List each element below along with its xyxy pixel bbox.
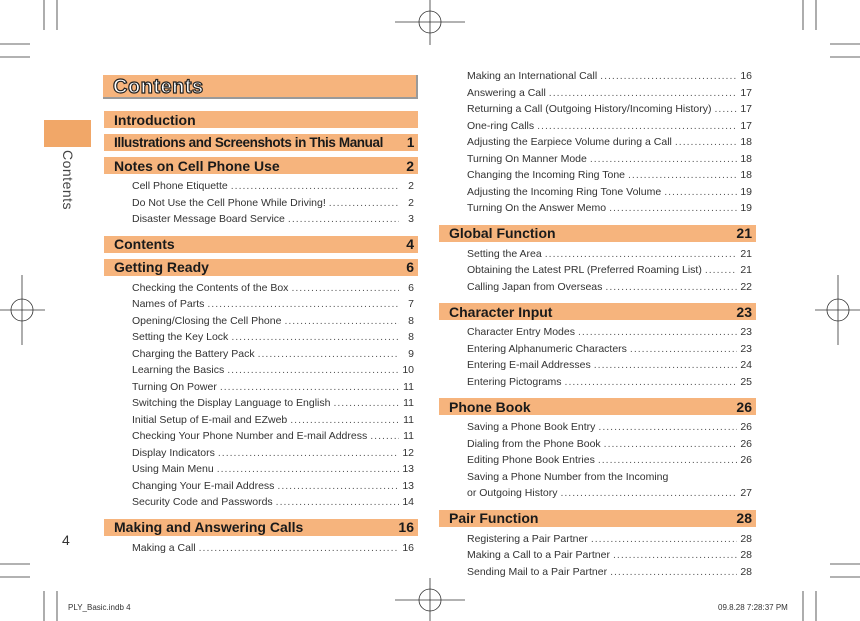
leader-dots <box>217 463 399 475</box>
leader-dots <box>628 169 737 181</box>
toc-entry-text: Learning the Basics <box>132 364 225 376</box>
toc-entry-text: Turning On Manner Mode <box>467 152 587 165</box>
toc-entry-page: 26 <box>740 437 752 450</box>
toc-entry-page: 22 <box>740 280 752 293</box>
toc-entry-page: 21 <box>740 247 752 260</box>
toc-entry-page: 23 <box>740 342 752 355</box>
toc-entry-text: Names of Parts <box>132 298 205 310</box>
toc-entry[interactable] <box>132 364 414 381</box>
toc-entry-text: Entering Alphanumeric Characters <box>467 342 627 355</box>
toc-entry-text: One-ring Calls <box>467 119 535 132</box>
section-title: Character Input <box>449 303 553 320</box>
right-lead-entries <box>439 70 756 219</box>
section-title: Notes on Cell Phone Use <box>114 157 280 174</box>
leader-dots <box>715 103 737 115</box>
left-column <box>104 111 418 564</box>
toc-entry-page: 7 <box>408 298 414 310</box>
toc-entry[interactable] <box>132 180 414 197</box>
section-page: 21 <box>736 225 752 241</box>
leader-dots <box>220 381 399 393</box>
toc-entry[interactable] <box>467 103 752 120</box>
toc-entry-text: Opening/Closing the Cell Phone <box>132 314 282 327</box>
toc-entry-page: 17 <box>740 119 752 132</box>
toc-entry-text: Setting the Key Lock <box>132 331 229 343</box>
toc-entry[interactable] <box>467 471 752 488</box>
toc-entry-page: 14 <box>402 496 414 508</box>
section-page: 23 <box>736 303 752 320</box>
toc-entry[interactable] <box>467 487 752 504</box>
leader-dots <box>590 153 737 165</box>
section-header[interactable] <box>104 236 418 253</box>
toc-entry[interactable] <box>467 359 752 376</box>
toc-entry-text: Disaster Message Board Service <box>132 213 285 225</box>
toc-entry-page: 28 <box>740 565 752 578</box>
leader-dots <box>609 202 737 214</box>
leader-dots <box>598 454 737 466</box>
section-title: Getting Ready <box>114 259 209 275</box>
toc-entry-page: 17 <box>740 86 752 99</box>
toc-entry-page: 12 <box>402 446 414 459</box>
toc-entry-page: 18 <box>740 136 752 148</box>
toc-entry-page: 9 <box>408 347 414 360</box>
toc-entry-page: 3 <box>408 213 414 225</box>
right-sections <box>439 225 756 583</box>
toc-entry-text: Saving a Phone Number from the Incoming <box>467 470 669 483</box>
toc-entry-page: 6 <box>408 281 414 294</box>
section-entries <box>439 326 756 392</box>
leader-dots <box>207 298 399 310</box>
section-entries <box>439 248 756 298</box>
toc-entry[interactable] <box>132 480 414 497</box>
toc-entry-text: Turning On Power <box>132 380 217 393</box>
section-header[interactable] <box>439 303 756 320</box>
footer-timestamp: 09.8.28 7:28:37 PM <box>718 603 788 612</box>
toc-entry-page: 11 <box>403 380 414 393</box>
toc-entry[interactable] <box>132 397 414 414</box>
toc-entry-text: Display Indicators <box>132 446 215 459</box>
toc-entry-text: Obtaining the Latest PRL (Preferred Roaming List) <box>467 264 702 276</box>
side-label: Contents <box>60 150 76 211</box>
toc-entry-text: Charging the Battery Pack <box>132 347 255 360</box>
section-page: 1 <box>406 135 414 150</box>
leader-dots <box>258 348 399 360</box>
section-title: Introduction <box>114 111 196 128</box>
toc-entry-page: 2 <box>408 196 414 209</box>
toc-entry-page: 11 <box>403 430 414 442</box>
toc-entry-text: Cell Phone Etiquette <box>132 180 228 192</box>
toc-entry-page: 19 <box>740 185 752 198</box>
page-title: Contents <box>113 76 204 98</box>
section-title: Illustrations and Screenshots in This Manual <box>114 135 383 150</box>
section-header[interactable] <box>104 259 418 276</box>
right-column <box>439 70 756 588</box>
toc-entry[interactable] <box>132 430 414 447</box>
leader-dots <box>231 180 399 192</box>
section-header[interactable] <box>104 157 418 174</box>
toc-entry-page: 16 <box>402 541 414 554</box>
section-title: Making and Answering Calls <box>114 519 304 535</box>
toc-entry-page: 10 <box>402 364 414 376</box>
toc-entry-text: Making a Call to a Pair Partner <box>467 549 610 561</box>
toc-entry[interactable] <box>132 298 414 315</box>
toc-entry[interactable] <box>132 414 414 431</box>
section-page: 2 <box>406 157 414 174</box>
toc-entry[interactable] <box>467 326 752 343</box>
leader-dots <box>549 87 737 99</box>
toc-entry-page: 28 <box>740 532 752 545</box>
toc-entry-text: Adjusting the Earpiece Volume during a Call <box>467 136 672 148</box>
toc-entry-text: Checking Your Phone Number and E-mail Address <box>132 430 368 442</box>
section-page: 4 <box>406 236 414 252</box>
leader-dots <box>370 430 399 442</box>
toc-entry-text: Setting the Area <box>467 247 542 260</box>
section-header[interactable] <box>104 111 418 128</box>
toc-entry[interactable] <box>467 136 752 153</box>
leader-dots <box>613 549 737 561</box>
leader-dots <box>664 186 737 198</box>
toc-entry-text: Turning On the Answer Memo <box>467 202 607 214</box>
toc-entry-page: 16 <box>740 70 752 82</box>
toc-entry[interactable] <box>467 120 752 137</box>
toc-entry[interactable] <box>467 566 752 583</box>
toc-entry[interactable] <box>467 421 752 438</box>
toc-entry-text: Do Not Use the Cell Phone While Driving! <box>132 196 326 209</box>
toc-entry[interactable] <box>132 381 414 398</box>
toc-entry-page: 25 <box>740 375 752 388</box>
footer-file: PLY_Basic.indb 4 <box>68 603 131 612</box>
toc-entry-text: Making an International Call <box>467 70 598 82</box>
section-entries <box>104 542 418 559</box>
leader-dots <box>333 397 399 409</box>
leader-dots <box>218 447 399 459</box>
toc-entry-text: Adjusting the Incoming Ring Tone Volume <box>467 185 662 198</box>
toc-entry[interactable] <box>132 542 414 559</box>
toc-entry-page: 26 <box>740 454 752 466</box>
toc-entry-page: 11 <box>403 397 414 409</box>
toc-entry-page: 17 <box>740 103 752 115</box>
toc-entry-text: Character Entry Modes <box>467 326 575 338</box>
toc-entry[interactable] <box>467 343 752 360</box>
section-page: 6 <box>406 259 414 275</box>
section-page: 16 <box>398 519 414 535</box>
leader-dots <box>675 136 737 148</box>
toc-entry[interactable] <box>467 376 752 393</box>
leader-dots <box>199 542 399 554</box>
toc-entry[interactable] <box>467 186 752 203</box>
section-entries <box>104 282 418 513</box>
toc-entry[interactable] <box>467 533 752 550</box>
section-entries <box>104 180 418 230</box>
section-header[interactable] <box>439 510 756 527</box>
toc-entry[interactable] <box>132 331 414 348</box>
section-page: 28 <box>736 510 752 526</box>
leader-dots <box>545 248 737 260</box>
leader-dots <box>591 533 737 545</box>
toc-entry[interactable] <box>467 281 752 298</box>
leader-dots <box>565 376 737 388</box>
toc-entry-text: Editing Phone Book Entries <box>467 454 595 466</box>
leader-dots <box>276 496 399 508</box>
section-header[interactable] <box>439 398 756 415</box>
toc-entry-text: Making a Call <box>132 541 196 554</box>
toc-entry-page: 19 <box>740 202 752 214</box>
toc-entry-text: Using Main Menu <box>132 463 214 475</box>
toc-entry-page: 27 <box>740 487 752 499</box>
toc-entry[interactable] <box>467 454 752 471</box>
toc-entry[interactable] <box>467 549 752 566</box>
toc-entry-text: Dialing from the Phone Book <box>467 437 601 450</box>
leader-dots <box>598 421 737 433</box>
leader-dots <box>630 343 737 355</box>
toc-entry-text: Registering a Pair Partner <box>467 532 588 545</box>
toc-entry-text: Security Code and Passwords <box>132 496 273 508</box>
toc-entry[interactable] <box>132 348 414 365</box>
toc-entry-page: 13 <box>402 463 414 475</box>
leader-dots <box>705 264 737 276</box>
toc-entry-page: 8 <box>408 314 414 327</box>
toc-entry[interactable] <box>132 282 414 299</box>
section-title: Pair Function <box>449 510 539 526</box>
toc-entry-page: 23 <box>740 326 752 338</box>
toc-entry[interactable] <box>132 447 414 464</box>
toc-entry[interactable] <box>132 197 414 214</box>
section-entries <box>439 421 756 504</box>
toc-entry[interactable] <box>132 463 414 480</box>
section-header[interactable] <box>104 519 418 536</box>
leader-dots <box>604 438 737 450</box>
toc-entry[interactable] <box>467 438 752 455</box>
section-title: Phone Book <box>449 398 531 415</box>
toc-entry-page: 2 <box>408 180 414 192</box>
toc-entry[interactable] <box>132 496 414 513</box>
toc-entry-page: 21 <box>740 264 752 276</box>
leader-dots <box>277 480 399 492</box>
leader-dots <box>605 281 737 293</box>
toc-entry-text: Changing Your E-mail Address <box>132 479 275 492</box>
toc-entry-text: or Outgoing History <box>467 487 558 499</box>
toc-entry-text: Saving a Phone Book Entry <box>467 421 596 433</box>
page-number: 4 <box>62 532 70 548</box>
section-header[interactable] <box>104 134 418 151</box>
toc-entry-page: 13 <box>402 479 414 492</box>
toc-entry-text: Initial Setup of E-mail and EZweb <box>132 413 288 426</box>
toc-entry-text: Entering Pictograms <box>467 375 562 388</box>
toc-entry[interactable] <box>467 202 752 219</box>
toc-entry[interactable] <box>467 169 752 186</box>
section-title: Global Function <box>449 225 556 241</box>
leader-dots <box>329 197 399 209</box>
leader-dots <box>227 364 399 376</box>
toc-entry-page: 18 <box>740 169 752 181</box>
toc-entry-text: Calling Japan from Overseas <box>467 280 603 293</box>
toc-entry-page: 26 <box>740 421 752 433</box>
toc-entry[interactable] <box>132 213 414 230</box>
toc-entry-page: 18 <box>740 152 752 165</box>
toc-entry[interactable] <box>467 70 752 87</box>
toc-entry-text: Changing the Incoming Ring Tone <box>467 169 625 181</box>
leader-dots <box>288 213 399 225</box>
toc-entry[interactable] <box>467 248 752 265</box>
leader-dots <box>231 331 399 343</box>
toc-entry[interactable] <box>132 315 414 332</box>
toc-entry-text: Checking the Contents of the Box <box>132 281 289 294</box>
toc-entry-text: Sending Mail to a Pair Partner <box>467 565 608 578</box>
page-title-bar <box>103 75 418 99</box>
toc-entry-page: 11 <box>403 413 414 426</box>
section-entries <box>439 533 756 583</box>
section-title: Contents <box>114 236 175 252</box>
leader-dots <box>291 282 399 294</box>
leader-dots <box>560 487 737 499</box>
toc-entry-page: 24 <box>740 359 752 371</box>
leader-dots <box>594 359 737 371</box>
toc-entry-text: Entering E-mail Addresses <box>467 359 591 371</box>
leader-dots <box>290 414 399 426</box>
toc-entry-page: 28 <box>740 549 752 561</box>
toc-entry[interactable] <box>467 264 752 281</box>
leader-dots <box>284 315 399 327</box>
leader-dots <box>578 326 737 338</box>
toc-entry[interactable] <box>467 153 752 170</box>
leader-dots <box>610 566 737 578</box>
toc-entry-text: Switching the Display Language to English <box>132 397 331 409</box>
toc-entry-text: Returning a Call (Outgoing History/Incoming History) <box>467 103 712 115</box>
toc-entry-text: Answering a Call <box>467 86 546 99</box>
leader-dots <box>537 120 737 132</box>
side-tab <box>44 120 91 147</box>
leader-dots <box>600 70 737 82</box>
toc-entry-page: 8 <box>408 331 414 343</box>
section-header[interactable] <box>439 225 756 242</box>
toc-entry[interactable] <box>467 87 752 104</box>
section-page: 26 <box>736 398 752 415</box>
